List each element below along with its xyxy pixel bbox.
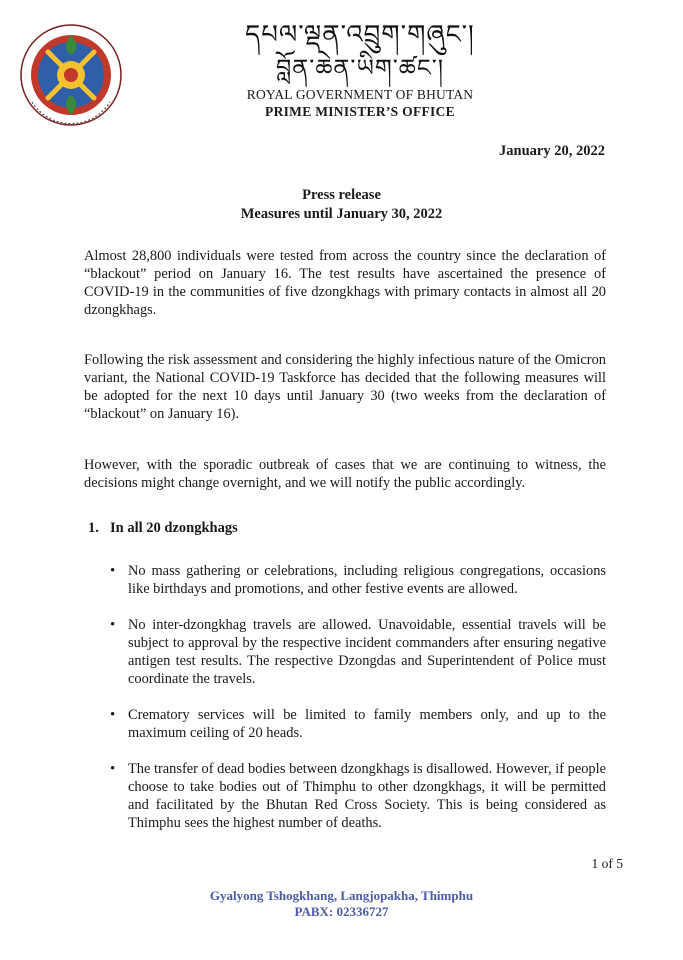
list-item: • No inter-dzongkhag travels are allowed. Unavoidable, essential travels will be subject to approval by the respective incident commanders after ensuring negative antigen test results. The respective Dzongdas and Superintendent of Police must coordinate the travels. (110, 616, 606, 688)
measures-list (110, 562, 606, 832)
footer-address: Gyalyong Tshogkhang, Langjopakha, Thimphu (209, 888, 474, 903)
dzongkha-org-name: དཔལ་ལྡན་འབྲུག་གཞུང་། (245, 20, 475, 50)
page-number: 1 of 5 (591, 856, 623, 871)
press-release-title (0, 186, 683, 224)
footer-phone: PABX: 02336727 (294, 904, 389, 919)
list-item: • No mass gathering or celebrations, including religious congregations, occasions like birthdays and promotions, and other festive events are allowed. (110, 562, 606, 598)
title-line-2: Measures until January 30, 2022 (240, 206, 443, 222)
bhutan-emblem-icon (18, 22, 124, 128)
paragraph-3: However, with the sporadic outbreak of cases that we are continuing to witness, the decisions might change overnight, and we will notify the public accordingly. (84, 457, 606, 491)
paragraph-1: Almost 28,800 individuals were tested from across the country since the declaration of “blackout” period on January 16. The test results have ascertained the presence of COVID-19 in the communities of five dzongkhags with primary contacts in almost all 20 dzongkhags. (84, 248, 606, 318)
list-item: • Crematory services will be limited to family members only, and up to the maximum ceiling of 20 heads. (110, 706, 606, 742)
section-title: In all 20 dzongkhags (110, 520, 238, 536)
list-item: • The transfer of dead bodies between dzongkhags is disallowed. However, if people choose to take bodies out of Thimphu to other dzongkhags, it will be permitted and facilitated by the Bhutan Red Cross Society. This is being considered as Thimphu sees the highest number of deaths. (110, 760, 606, 832)
letterhead (180, 18, 540, 121)
org-name: ROYAL GOVERNMENT OF BHUTAN (246, 87, 474, 102)
section-number: 1. (88, 520, 99, 536)
release-date: January 20, 2022 (499, 143, 605, 159)
dzongkha-office-name: བློན་ཆེན་ཡིག་ཚང་། (275, 54, 445, 82)
title-line-1: Press release (302, 187, 381, 203)
paragraph-2: Following the risk assessment and considering the highly infectious nature of the Omicron variant, the National COVID-19 Taskforce has decided that the following measures will be adopted for the next 10 days until January 30 (two weeks from the declaration of “blackout” on January 16). (84, 352, 606, 422)
section-heading (88, 520, 238, 537)
office-name: PRIME MINISTER’S OFFICE (265, 104, 455, 119)
footer (0, 888, 683, 920)
